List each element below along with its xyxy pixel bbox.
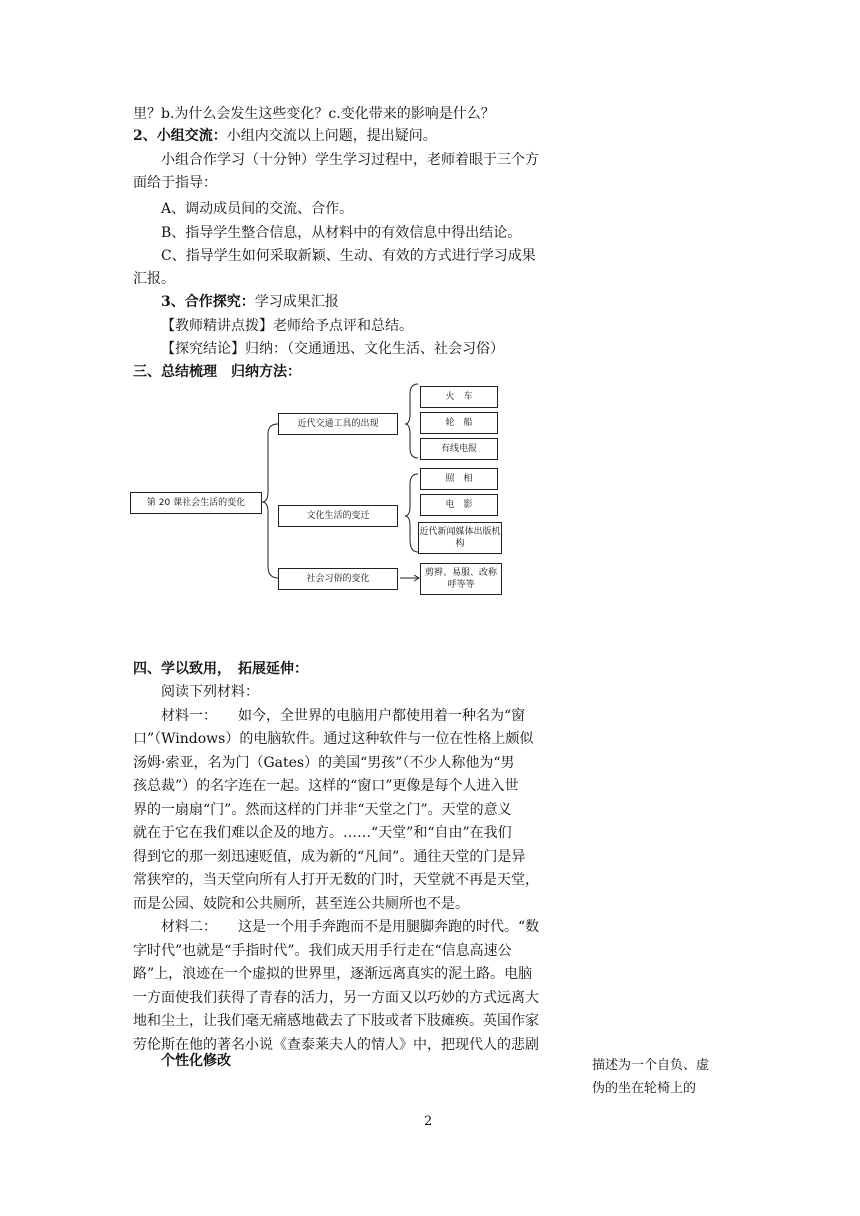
root-node: 第 20 课社会生活的变化 bbox=[130, 492, 262, 514]
text-line: C、指导学生如何采取新颖、生动、有效的方式进行学习成果 bbox=[161, 248, 536, 264]
text-line: 【教师精讲点拨】老师给予点评和总结。 bbox=[161, 318, 413, 334]
text-line: 口”（Windows）的电脑软件。通过这种软件与一位在性格上颇似 bbox=[133, 731, 534, 747]
text-line: 里？b.为什么会发生这些变化？c.变化带来的影响是什么？ bbox=[133, 106, 495, 122]
text-line: 得到它的那一刻迅速贬值，成为新的“凡间”。通往天堂的门是异 bbox=[133, 849, 526, 865]
text-line: 材料一： 如今，全世界的电脑用户都使用着一种名为“窗 bbox=[161, 708, 526, 724]
concept-map bbox=[128, 380, 508, 602]
text-span: 小组内交流以上问题，提出疑问。 bbox=[226, 128, 437, 144]
text-line: 小组合作学习（十分钟）学生学习过程中，老师着眼于三个方 bbox=[161, 152, 539, 168]
text-line: 界的一扇扇“门”。然而这样的门并非“天堂之门”。天堂的意义 bbox=[133, 802, 512, 818]
text-line: A、调动成员间的交流、合作。 bbox=[161, 201, 354, 217]
text-line: 就在于它在我们难以企及的地方。……“天堂”和“自由”在我们 bbox=[133, 825, 512, 841]
branch-culture: 文化生活的变迁 bbox=[278, 505, 398, 527]
text-line: 地和尘土，让我们毫无痛感地截去了下肢或者下肢瘫痪。英国作家 bbox=[133, 1013, 539, 1029]
text-line: 阅读下列材料： bbox=[161, 684, 259, 700]
leaf-telegraph: 有线电报 bbox=[420, 438, 498, 460]
text-line: B、指导学生整合信息，从材料中的有效信息中得出结论。 bbox=[161, 225, 522, 241]
branch-transport: 近代交通工具的出现 bbox=[278, 413, 398, 435]
page-number: 2 bbox=[424, 1114, 433, 1129]
leaf-train: 火 车 bbox=[420, 386, 498, 408]
text-line: 常狭窄的，当天堂向所有人打开无数的门时，天堂就不再是天堂， bbox=[133, 872, 539, 888]
margin-note-heading: 个性化修改 bbox=[161, 1053, 231, 1069]
section-heading: 三、总结梳理 归纳方法： bbox=[133, 364, 301, 380]
text-line: 孩总裁”）的名字连在一起。这样的“窗口”更像是每个人进入世 bbox=[133, 778, 519, 794]
brace-transport bbox=[405, 384, 418, 458]
text-line: 【探究结论】归纳：（交通通迅、文化生活、社会习俗） bbox=[161, 341, 504, 357]
leaf-film: 电 影 bbox=[420, 494, 498, 516]
root-brace bbox=[262, 424, 278, 578]
brace-culture bbox=[405, 474, 418, 552]
leaf-customs: 剪辫、易服、改称呼等等 bbox=[420, 563, 502, 595]
text-line: 而是公园、妓院和公共厕所，甚至连公共厕所也不是。 bbox=[133, 896, 469, 912]
branch-customs: 社会习俗的变化 bbox=[278, 568, 398, 590]
section-heading: 四、学以致用， 拓展延伸： bbox=[133, 661, 308, 677]
text-line bbox=[133, 125, 437, 147]
margin-note-text: 伪的坐在轮椅上的 bbox=[592, 1081, 697, 1096]
text-line: 汇报。 bbox=[133, 271, 175, 287]
leaf-ship: 轮 船 bbox=[420, 412, 498, 434]
text-span: 学习成果汇报 bbox=[254, 294, 339, 310]
text-line: 汤姆·索亚，名为门（Gates）的美国“男孩”（不少人称他为“男 bbox=[133, 755, 515, 771]
text-line: 劳伦斯在他的著名小说《查泰莱夫人的情人》中，把现代人的悲剧 bbox=[133, 1037, 539, 1053]
text-line: 材料二： 这是一个用手奔跑而不是用腿脚奔跑的时代。“数 bbox=[161, 919, 540, 935]
section-heading: 3、合作探究： bbox=[161, 294, 255, 310]
text-line: 路”上，浪迹在一个虚拟的世界里，逐渐远离真实的泥土路。电脑 bbox=[133, 966, 533, 982]
margin-note-text: 描述为一个自负、虚 bbox=[592, 1058, 710, 1073]
text-line: 字时代”也就是“手指时代”。我们成天用手行走在“信息高速公 bbox=[133, 943, 512, 959]
section-heading: 2、小组交流： bbox=[133, 128, 227, 144]
text-line: 一方面使我们获得了青春的活力，另一方面又以巧妙的方式远离大 bbox=[133, 990, 539, 1006]
leaf-media: 近代新闻媒体出版机构 bbox=[418, 522, 502, 554]
text-line: 面给于指导： bbox=[133, 175, 217, 191]
text-line bbox=[161, 291, 339, 313]
leaf-photography: 照 相 bbox=[420, 468, 498, 490]
